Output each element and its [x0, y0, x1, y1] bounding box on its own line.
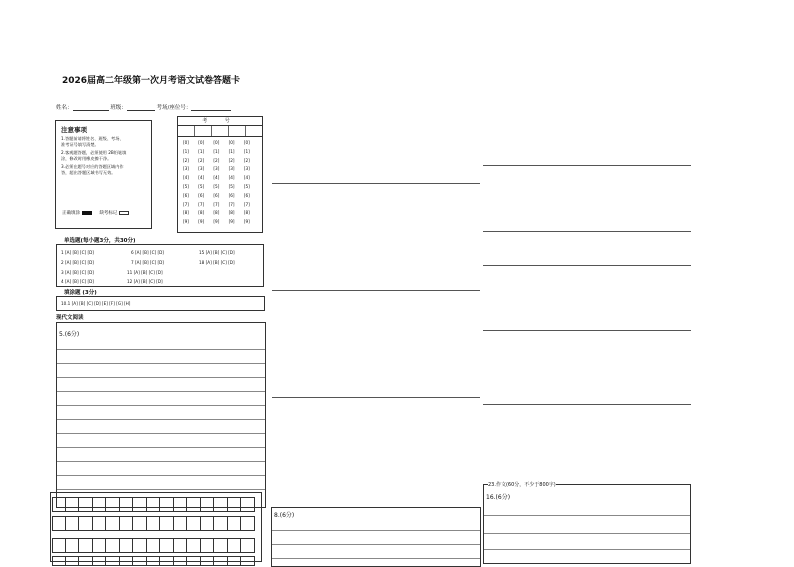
section-divider — [272, 183, 480, 184]
choice-row[interactable]: 6 [A] [B] [C] [D] — [131, 250, 164, 255]
digit-bubble[interactable]: [4] — [198, 175, 205, 181]
answer-line — [57, 461, 265, 462]
digit-bubble[interactable]: [6] — [198, 192, 205, 198]
digit-bubble[interactable]: [4] — [183, 175, 189, 181]
composition-grid-row[interactable] — [52, 556, 255, 566]
composition-grid-row[interactable] — [52, 497, 255, 512]
choice-row[interactable]: 15 [A] [B] [C] [D] — [199, 250, 235, 255]
digit-bubble[interactable]: [4] — [228, 175, 235, 181]
class-label: 班级： — [110, 105, 127, 111]
answer-line — [57, 475, 265, 476]
choice-row[interactable]: 1 [A] [B] [C] [D] — [61, 250, 94, 255]
notes-line: 1.答题前请将姓名、班级、考场、 — [61, 136, 124, 141]
room-seat-field[interactable] — [191, 104, 231, 111]
digit-bubble[interactable]: [2] — [213, 157, 220, 163]
digit-bubble[interactable]: [8] — [198, 210, 205, 216]
exam-number-column[interactable] — [213, 139, 228, 227]
digit-bubble[interactable]: [2] — [243, 157, 250, 163]
digit-bubble[interactable]: [6] — [228, 192, 235, 198]
name-label: 姓名： — [56, 105, 73, 111]
digit-bubble[interactable]: [1] — [213, 148, 220, 154]
q8-label: 8.(6分) — [274, 512, 295, 519]
exam-number-column[interactable] — [229, 139, 244, 227]
digit-bubble[interactable]: [5] — [198, 183, 205, 189]
digit-bubble[interactable]: [3] — [228, 166, 235, 172]
single-choice-box — [56, 244, 264, 287]
single-choice-title: 单选题(每小题3分，共30分) — [64, 238, 136, 244]
digit-bubble[interactable]: [7] — [243, 201, 250, 207]
answer-line — [484, 515, 690, 516]
modern-reading-title: 现代文阅读 — [56, 315, 84, 321]
answer-line — [57, 391, 265, 392]
student-info-row — [56, 103, 231, 111]
digit-bubble[interactable]: [9] — [228, 219, 235, 225]
room-seat-label: 考场/座位号： — [156, 105, 192, 111]
digit-bubble[interactable]: [8] — [183, 210, 189, 216]
answer-line — [484, 533, 690, 534]
digit-bubble[interactable]: [4] — [243, 175, 250, 181]
answer-line — [57, 405, 265, 406]
digit-bubble[interactable]: [0] — [183, 140, 189, 145]
exam-number-column[interactable] — [183, 139, 198, 227]
choice-row[interactable]: 3 [A] [B] [C] [D] — [61, 270, 94, 275]
answer-line — [272, 530, 480, 531]
choice-row[interactable]: 12 [A] [B] [C] [D] — [127, 279, 163, 284]
digit-bubble[interactable]: [8] — [228, 210, 235, 216]
digit-bubble[interactable]: [7] — [213, 201, 220, 207]
filled-swatch-icon — [82, 211, 92, 215]
correct-fill-label: 正确填涂 — [62, 211, 80, 216]
absent-checkbox[interactable] — [119, 211, 129, 215]
q5-label: 5.(6分) — [59, 331, 80, 338]
exam-number-write-cells[interactable] — [178, 126, 262, 137]
digit-bubble[interactable]: [9] — [198, 219, 205, 225]
digit-bubble[interactable]: [6] — [243, 192, 250, 198]
digit-bubble[interactable]: [1] — [243, 148, 250, 154]
section-divider — [483, 404, 691, 405]
digit-bubble[interactable]: [0] — [198, 140, 205, 145]
digit-bubble[interactable]: [3] — [198, 166, 205, 172]
answer-line — [484, 549, 690, 550]
notes-box — [55, 120, 152, 229]
digit-bubble[interactable]: [2] — [228, 157, 235, 163]
answer-line — [57, 349, 265, 350]
answer-line — [57, 433, 265, 434]
notes-line: 3.必须在题号对应的答题区域内作 — [61, 164, 124, 169]
digit-bubble[interactable]: [5] — [228, 183, 235, 189]
section-divider — [483, 231, 691, 232]
section-divider — [483, 330, 691, 331]
section-divider — [483, 265, 691, 266]
absent-mark-label: 缺考标记 — [99, 211, 118, 216]
digit-bubble[interactable]: [0] — [243, 140, 250, 145]
digit-bubble[interactable]: [7] — [228, 201, 235, 207]
digit-bubble[interactable]: [9] — [213, 219, 220, 225]
answer-line — [272, 544, 480, 545]
composition-grid-row[interactable] — [52, 516, 255, 531]
answer-line — [57, 377, 265, 378]
digit-bubble[interactable]: [8] — [213, 210, 220, 216]
notes-title: 注意事项 — [61, 126, 87, 134]
multi-choice-row[interactable]: 10.1 [A] [B] [C] [D] [E] [F] [G] [H] — [61, 301, 131, 306]
section-divider — [272, 290, 480, 291]
exam-number-title: 考 号 — [178, 117, 262, 126]
notes-line: 答，超出答题区域书写无效。 — [61, 170, 116, 175]
digit-bubble[interactable]: [6] — [183, 192, 189, 198]
digit-bubble[interactable]: [9] — [183, 219, 189, 225]
exam-number-column[interactable] — [244, 139, 259, 227]
composition-label: 23.作文(60分，不少于800字) — [488, 482, 556, 488]
digit-bubble[interactable]: [3] — [183, 166, 189, 172]
fill-example-row — [62, 210, 129, 216]
q16-label: 16.(6分) — [486, 494, 511, 501]
notes-line: 准考证号填写清楚。 — [61, 142, 99, 147]
digit-bubble[interactable]: [3] — [213, 166, 220, 172]
choice-row[interactable]: 11 [A] [B] [C] [D] — [127, 270, 163, 275]
digit-bubble[interactable]: [7] — [183, 201, 189, 207]
composition-grid-row[interactable] — [52, 538, 255, 553]
section-divider — [272, 397, 480, 398]
name-field[interactable] — [73, 104, 109, 111]
q5-answer-box[interactable] — [56, 322, 266, 508]
digit-bubble[interactable]: [0] — [228, 140, 235, 145]
notes-line: 2.客观题答题，必须使用 2B铅笔填 — [61, 150, 127, 155]
digit-bubble[interactable]: [1] — [183, 148, 189, 154]
q16-answer-box[interactable] — [483, 484, 691, 564]
digit-bubble[interactable]: [2] — [183, 157, 189, 163]
digit-bubble[interactable]: [9] — [243, 219, 250, 225]
page-title: 2026届高二年级第一次月考语文试卷答题卡 — [62, 76, 241, 86]
answer-line — [57, 419, 265, 420]
notes-line: 涂，修改时用橡皮擦干净。 — [61, 156, 112, 161]
answer-line — [272, 558, 480, 559]
digit-bubble[interactable]: [8] — [243, 210, 250, 216]
answer-line — [57, 489, 265, 490]
digit-bubble[interactable]: [1] — [198, 148, 205, 154]
section-divider — [483, 165, 691, 166]
answer-line — [57, 447, 265, 448]
digit-bubble[interactable]: [3] — [243, 166, 250, 172]
q8-answer-box[interactable] — [271, 507, 481, 567]
digit-bubble[interactable]: [4] — [213, 175, 220, 181]
digit-bubble[interactable]: [7] — [198, 201, 205, 207]
exam-number-column[interactable] — [198, 139, 213, 227]
digit-bubble[interactable]: [0] — [213, 140, 220, 145]
digit-bubble[interactable]: [5] — [183, 183, 189, 189]
choice-row[interactable]: 2 [A] [B] [C] [D] — [61, 260, 94, 265]
exam-number-box — [177, 116, 263, 233]
choice-row[interactable]: 7 [A] [B] [C] [D] — [131, 260, 164, 265]
multi-choice-box — [56, 296, 265, 311]
exam-number-bubbles[interactable] — [178, 137, 262, 227]
digit-bubble[interactable]: [1] — [228, 148, 235, 154]
digit-bubble[interactable]: [5] — [213, 183, 220, 189]
choice-row[interactable]: 18 [A] [B] [C] [D] — [199, 260, 235, 265]
digit-bubble[interactable]: [5] — [243, 183, 250, 189]
multi-choice-title: 填涂题 (3分) — [64, 290, 97, 296]
answer-line — [57, 363, 265, 364]
choice-row[interactable]: 4 [A] [B] [C] [D] — [61, 279, 94, 284]
digit-bubble[interactable]: [2] — [198, 157, 205, 163]
class-field[interactable] — [127, 104, 155, 111]
digit-bubble[interactable]: [6] — [213, 192, 220, 198]
